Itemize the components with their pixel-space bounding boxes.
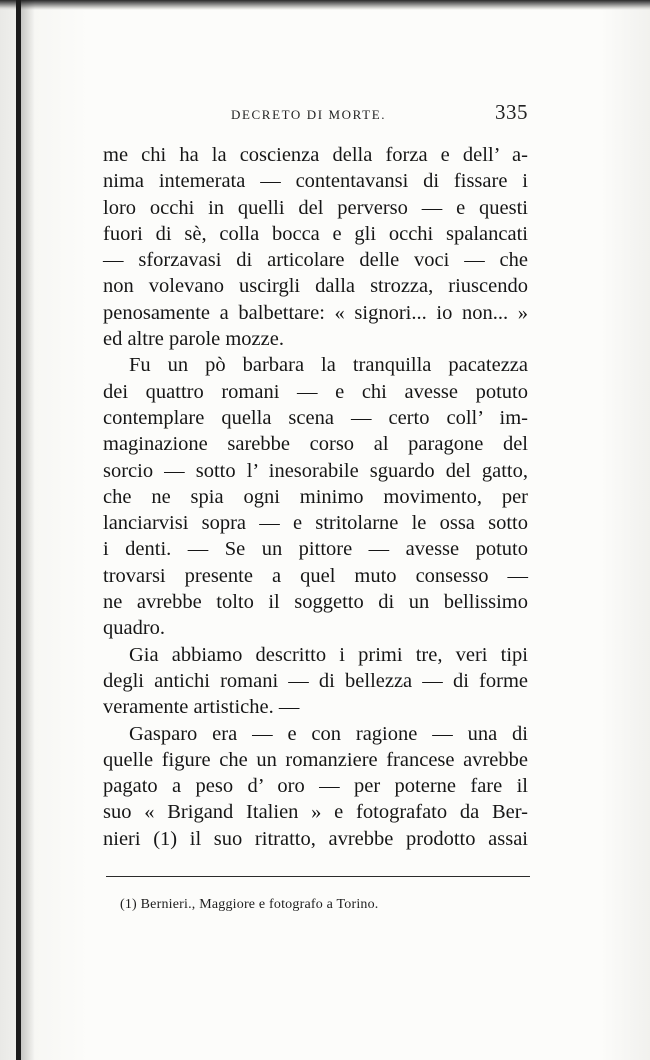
paragraph-first-line: Gia abbiamo descritto i primi tre, veri tipi bbox=[129, 643, 528, 666]
text-line: lanciarvisi sopra — e stritolarne le ossa sotto bbox=[103, 512, 528, 535]
footnote: (1) Bernieri., Maggiore e fotografo a Torino. bbox=[120, 897, 379, 912]
page-number: 335 bbox=[495, 100, 528, 124]
text-line: che ne spia ogni minimo movimento, per bbox=[103, 485, 528, 508]
text-line: quadro. bbox=[103, 617, 166, 640]
text-line: ed altre parole mozze. bbox=[103, 328, 284, 351]
text-line: veramente artistiche. — bbox=[103, 696, 300, 719]
text-line: penosamente a balbettare: « signori... io non... » bbox=[103, 301, 528, 324]
text-line: pagato a peso d’ oro — per poterne fare il bbox=[103, 775, 528, 798]
text-line: fuori di sè, colla bocca e gli occhi spalancati bbox=[103, 222, 528, 245]
text-line: non volevano uscirgli dalla strozza, riuscendo bbox=[103, 275, 528, 298]
text-line: maginazione sarebbe corso al paragone del bbox=[103, 433, 528, 456]
text-line: nieri (1) il suo ritratto, avrebbe prodotto assai bbox=[103, 827, 528, 850]
text-line: i denti. — Se un pittore — avesse potuto bbox=[103, 538, 528, 561]
paragraph-first-line: Fu un pò barbara la tranquilla pacatezza bbox=[129, 354, 528, 377]
text-line: sorcio — sotto l’ inesorabile sguardo del gatto, bbox=[103, 459, 528, 482]
text-line: — sforzavasi di articolare delle voci — che bbox=[103, 249, 528, 272]
text-line: me chi ha la coscienza della forza e dell’ a- bbox=[103, 144, 528, 166]
text-line: degli antichi romani — di bellezza — di forme bbox=[103, 669, 528, 692]
text-line: loro occhi in quelli del perverso — e questi bbox=[103, 196, 528, 219]
page-header bbox=[103, 100, 528, 130]
paragraph-first-line: Gasparo era — e con ragione — una di bbox=[129, 722, 528, 745]
text-line: quelle figure che un romanziere francese avrebbe bbox=[103, 748, 528, 771]
text-line: contemplare quella scena — certo coll’ im- bbox=[103, 406, 528, 429]
body-text bbox=[103, 142, 528, 852]
running-head: DECRETO DI MORTE. bbox=[231, 107, 387, 122]
text-line: nima intemerata — contentavansi di fissare i bbox=[103, 170, 528, 193]
text-line: ne avrebbe tolto il soggetto di un bellissimo bbox=[103, 591, 528, 614]
text-line: dei quattro romani — e chi avesse potuto bbox=[103, 380, 528, 403]
footnote-divider bbox=[106, 876, 530, 877]
scan-top-edge bbox=[0, 0, 650, 10]
text-line: suo « Brigand Italien » e fotografato da Ber- bbox=[103, 801, 528, 824]
binding-shadow bbox=[21, 0, 35, 1060]
text-line: trovarsi presente a quel muto consesso — bbox=[103, 564, 528, 587]
